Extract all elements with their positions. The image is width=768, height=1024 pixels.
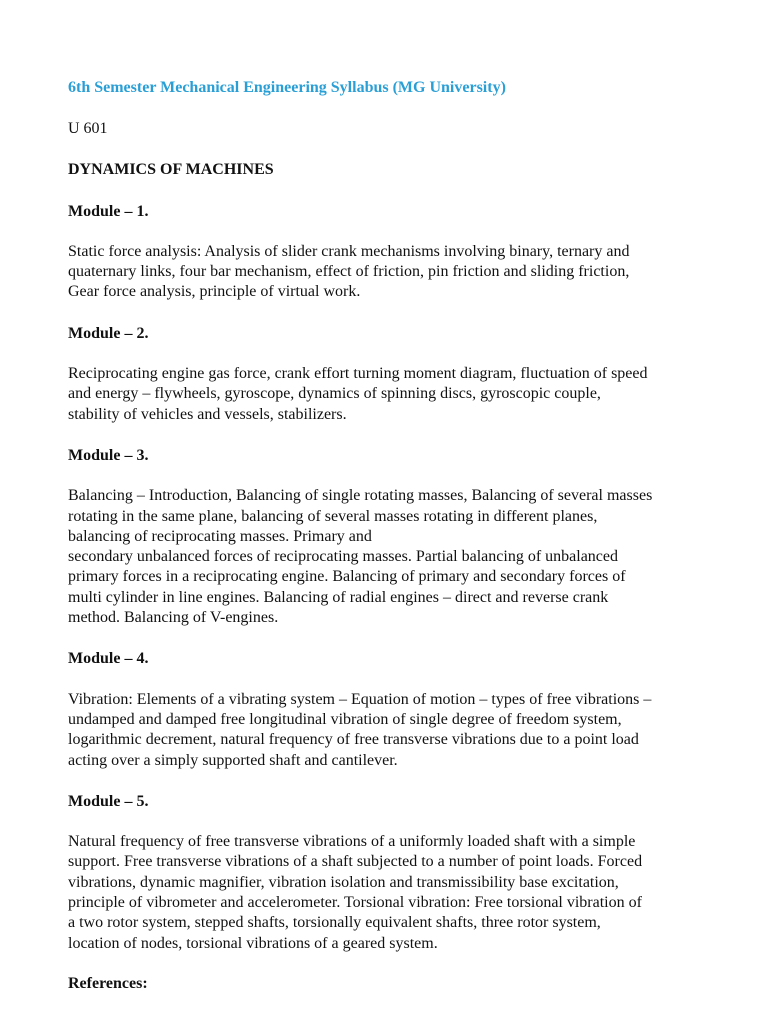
module-heading-2: Module – 2. [68,324,149,342]
module-body-2 [68,364,728,425]
module-body-5 [68,832,728,954]
course-code: U 601 [68,120,108,137]
document-title: 6th Semester Mechanical Engineering Syllabus (MG University) [68,79,506,96]
references-heading: References: [68,974,148,992]
module-heading-3: Module – 3. [68,446,149,464]
module-text-line: Reciprocating engine gas force, crank effort turning moment diagram, fluctuation of speed [68,365,648,383]
module-heading-1: Module – 1. [68,202,149,220]
module-text-line: and energy – flywheels, gyroscope, dynamics of spinning discs, gyroscopic couple, [68,385,601,403]
course-name: DYNAMICS OF MACHINES [68,161,274,179]
module-body-3 [68,486,728,628]
module-text-line: Static force analysis: Analysis of slider crank mechanisms involving binary, ternary and [68,242,630,260]
module-text-line: principle of vibrometer and accelerometer. Torsional vibration: Free torsional vibration of [68,894,642,912]
module-text-line: balancing of reciprocating masses. Primary and [68,527,372,545]
syllabus-page [68,78,728,994]
module-text-line: Natural frequency of free transverse vibrations of a uniformly loaded shaft with a simple [68,833,636,851]
module-body-1 [68,242,728,303]
module-heading-5: Module – 5. [68,792,149,810]
module-text-line: a two rotor system, stepped shafts, torsionally equivalent shafts, three rotor system, [68,914,601,932]
module-text-line: multi cylinder in line engines. Balancing of radial engines – direct and reverse crank [68,588,609,606]
module-text-line: logarithmic decrement, natural frequency of free transverse vibrations due to a point load [68,731,639,749]
module-text-line: method. Balancing of V-engines. [68,609,279,627]
module-body-4 [68,690,728,771]
module-text-line: secondary unbalanced forces of reciprocating masses. Partial balancing of unbalanced [68,548,618,566]
module-text-line: quaternary links, four bar mechanism, effect of friction, pin friction and sliding friction, [68,263,630,281]
module-text-line: vibrations, dynamic magnifier, vibration isolation and transmissibility base excitation, [68,873,619,891]
module-text-line: Vibration: Elements of a vibrating system – Equation of motion – types of free vibrations – [68,690,652,708]
module-text-line: primary forces in a reciprocating engine. Balancing of primary and secondary forces of [68,568,626,586]
modules-list [68,202,728,954]
module-text-line: rotating in the same plane, balancing of several masses rotating in different planes, [68,507,598,525]
module-heading-4: Module – 4. [68,650,149,668]
module-text-line: stability of vehicles and vessels, stabilizers. [68,405,347,423]
module-text-line: undamped and damped free longitudinal vibration of single degree of freedom system, [68,710,622,728]
module-text-line: Balancing – Introduction, Balancing of single rotating masses, Balancing of several masses [68,487,653,505]
module-text-line: location of nodes, torsional vibrations of a geared system. [68,934,438,952]
module-text-line: support. Free transverse vibrations of a shaft subjected to a number of point loads. Forced [68,853,643,871]
module-text-line: Gear force analysis, principle of virtual work. [68,283,361,301]
module-text-line: acting over a simply supported shaft and cantilever. [68,751,398,769]
